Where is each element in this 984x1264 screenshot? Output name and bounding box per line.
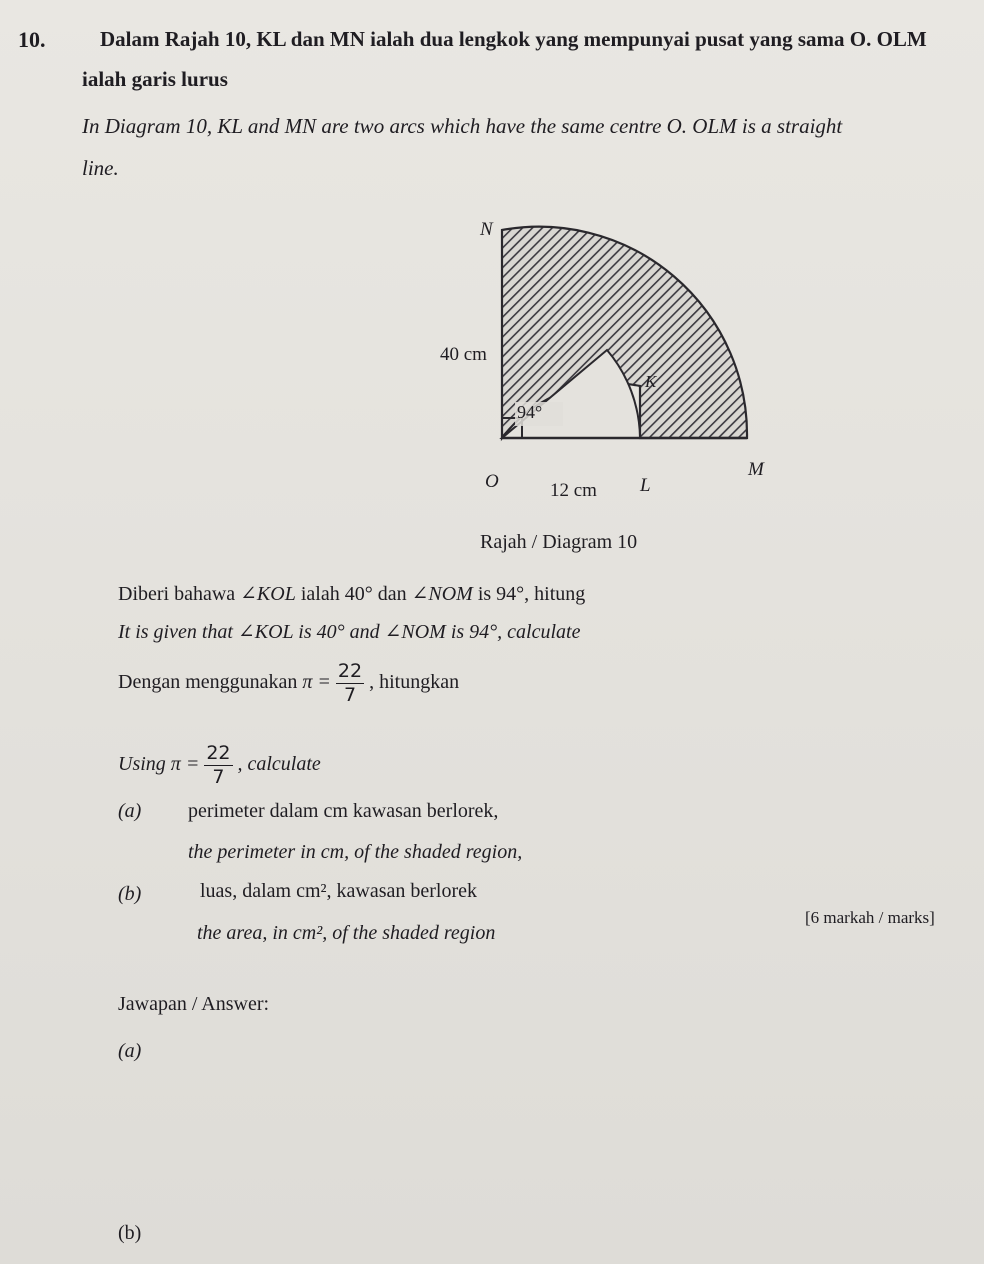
- english-intro-line-2: line.: [82, 156, 119, 180]
- pi-fraction-english: [204, 744, 232, 787]
- part-a-english: the perimeter in cm, of the shaded region,: [188, 841, 523, 863]
- pi-malay-suffix: , hitungkan: [369, 671, 460, 694]
- part-b-label: (b): [118, 883, 142, 905]
- given-english: It is given that ∠KOL is 40° and ∠NOM is 94°, calculate: [118, 621, 581, 643]
- part-b-english: the area, in cm², of the shaded region: [197, 922, 496, 944]
- pi-numerator-malay: 22: [337, 660, 363, 682]
- pi-symbol-english: π =: [170, 753, 200, 776]
- pi-malay-prefix: Dengan menggunakan: [118, 671, 298, 694]
- malay-intro-line-2: ialah garis lurus: [82, 67, 228, 91]
- pi-english-prefix: Using: [118, 753, 166, 776]
- pi-denominator-english: 7: [212, 766, 225, 788]
- pi-english: [118, 744, 321, 787]
- given-malay: [118, 583, 585, 605]
- english-intro-line-1: In Diagram 10, KL and MN are two arcs which have the same centre O. OLM is a straight: [82, 114, 843, 138]
- question-number: 10.: [18, 27, 46, 52]
- given-malay-ialah: ialah: [300, 583, 340, 605]
- given-malay-value-2: 94°,: [496, 583, 530, 605]
- given-malay-prefix: Diberi bahawa: [118, 583, 236, 605]
- given-malay-angle-kol: ∠KOL: [240, 583, 296, 605]
- pi-numerator-english: 22: [206, 742, 231, 764]
- label-94-degrees: 94°: [517, 402, 543, 422]
- marks-label: [6 markah / marks]: [805, 908, 935, 927]
- label-n: N: [480, 219, 493, 240]
- label-12cm: 12 cm: [550, 480, 597, 501]
- label-l: L: [640, 475, 651, 496]
- label-m: M: [748, 459, 764, 480]
- malay-intro-line-1: Dalam Rajah 10, KL dan MN ialah dua lengkok yang mempunyai pusat yang sama O. OLM: [100, 27, 927, 51]
- pi-denominator-malay: 7: [343, 684, 357, 706]
- pi-symbol-malay: π =: [302, 671, 331, 694]
- part-b-malay: luas, dalam cm², kawasan berlorek: [200, 880, 478, 902]
- answer-part-b-label: (b): [118, 1222, 142, 1244]
- label-o: O: [485, 471, 499, 492]
- part-a-label: (a): [118, 800, 142, 822]
- label-k: K: [645, 372, 657, 391]
- pi-fraction-malay: [336, 662, 364, 705]
- part-a-malay: perimeter dalam cm kawasan berlorek,: [188, 800, 499, 822]
- label-40cm: 40 cm: [440, 344, 487, 365]
- answer-part-a-label: (a): [118, 1040, 142, 1062]
- given-malay-is: is: [477, 583, 492, 605]
- pi-malay: [118, 662, 459, 705]
- pi-english-suffix: , calculate: [237, 753, 321, 776]
- diagram-10: [470, 210, 790, 510]
- diagram-caption: Rajah / Diagram 10: [480, 531, 638, 553]
- given-malay-angle-nom: ∠NOM: [411, 583, 473, 605]
- given-malay-dan: dan: [377, 583, 407, 605]
- given-malay-suffix: hitung: [534, 583, 586, 605]
- given-malay-value-1: 40°: [344, 583, 373, 605]
- answer-heading: Jawapan / Answer:: [118, 993, 270, 1015]
